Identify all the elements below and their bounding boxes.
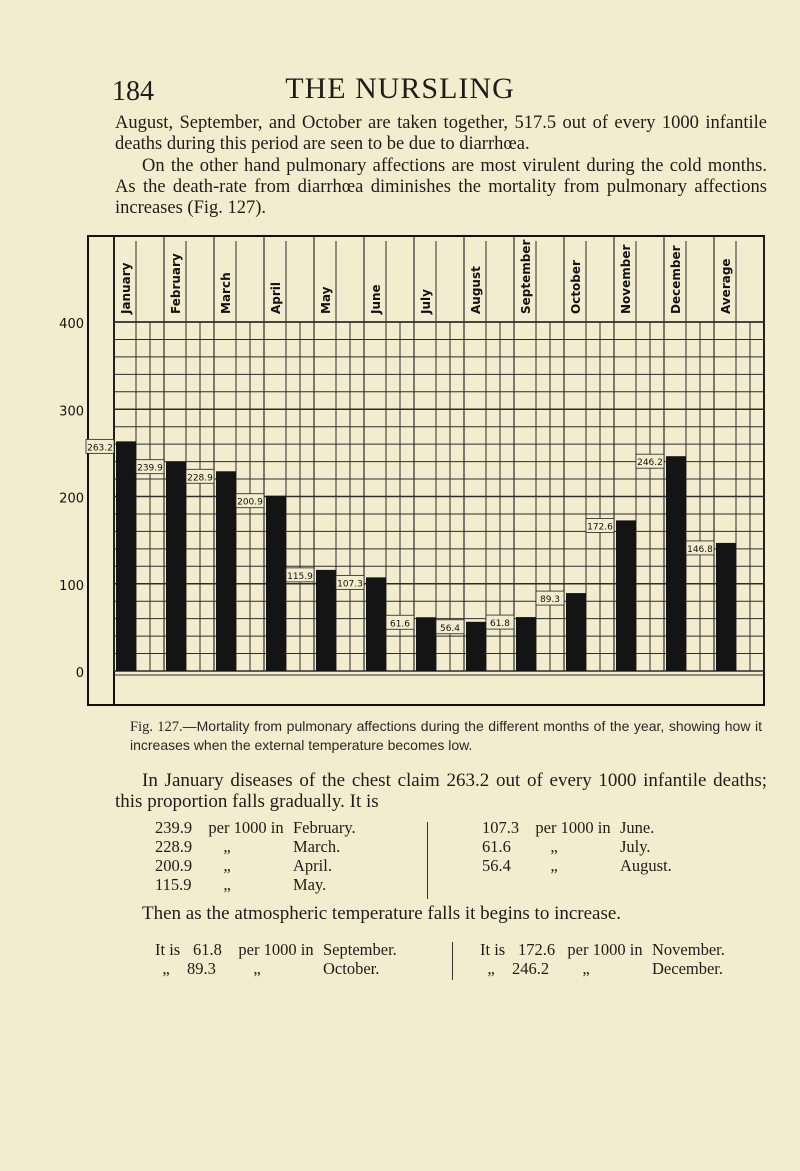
ditto-mark: „ <box>582 959 590 978</box>
rate-value: 107.3 <box>482 818 520 837</box>
table-winter <box>480 940 725 978</box>
page-number: 184 <box>112 76 154 107</box>
table-autumn <box>155 940 397 978</box>
month-header-label: August <box>469 266 483 314</box>
month-header-label: December <box>669 245 683 314</box>
rate-value: 228.9 <box>155 837 193 856</box>
month-header-label: February <box>169 253 183 314</box>
table-row <box>155 875 356 894</box>
month-header-label: March <box>219 272 233 314</box>
figure-caption-text: —Mortality from pulmonary affections during the different months of the year, showing how it increases when the external temperature becomes low. <box>130 718 762 753</box>
table-row <box>155 856 356 875</box>
ditto-mark: „ <box>253 959 261 978</box>
rate-unit: per 1000 in <box>208 818 284 837</box>
rate-value: 200.9 <box>155 856 193 875</box>
bar <box>266 496 286 671</box>
table-row <box>482 856 672 875</box>
month-name: June. <box>620 818 655 837</box>
bar <box>216 471 236 671</box>
month-header-label: October <box>569 260 583 314</box>
value-label: 56.4 <box>439 623 461 634</box>
bar <box>666 456 686 671</box>
bar <box>466 622 486 671</box>
bar <box>116 441 136 671</box>
table-row <box>155 959 397 978</box>
rate-value: 172.6 <box>518 940 556 959</box>
ditto-mark: „ <box>162 959 170 978</box>
month-header-label: November <box>619 244 633 314</box>
table-row <box>155 837 356 856</box>
ditto-mark: „ <box>487 959 495 978</box>
rate-unit: per 1000 in <box>567 940 643 959</box>
y-tick-label: 0 <box>75 666 84 681</box>
bar <box>616 520 636 671</box>
y-tick-label: 200 <box>59 491 84 507</box>
paragraph-temperature: Then as the atmospheric temperature falls it begins to increase. <box>142 903 622 924</box>
month-name: April. <box>293 856 332 875</box>
value-label: 115.9 <box>287 571 313 582</box>
figure-caption <box>130 717 762 754</box>
value-label: 239.9 <box>137 463 163 474</box>
month-header-label: April <box>269 281 283 314</box>
y-tick-label: 300 <box>59 404 84 420</box>
paragraph-january: In January diseases of the chest claim 263.2 out of every 1000 infantile deaths; this proportion falls gradually. It is <box>115 770 767 812</box>
bar <box>716 543 736 671</box>
rate-value: 246.2 <box>512 959 550 978</box>
rate-value: 56.4 <box>482 856 511 875</box>
row-prefix: It is <box>155 940 181 959</box>
month-name: September. <box>323 940 397 959</box>
table-row <box>480 940 725 959</box>
value-label: 61.6 <box>389 619 411 630</box>
month-name: October. <box>323 959 380 978</box>
month-name: May. <box>293 875 327 894</box>
rate-unit: per 1000 in <box>535 818 611 837</box>
month-header-label: Average <box>719 258 733 314</box>
rate-value: 89.3 <box>187 959 216 978</box>
month-header-label: September <box>519 239 533 314</box>
value-label: 246.2 <box>637 458 663 469</box>
value-label: 107.3 <box>337 579 363 590</box>
table-right-months <box>482 818 672 875</box>
month-name: August. <box>620 856 672 875</box>
table-left-months <box>155 818 356 894</box>
table-row <box>155 818 356 837</box>
table-row <box>155 940 397 959</box>
column-divider <box>427 822 428 899</box>
row-prefix: It is <box>480 940 506 959</box>
rate-value: 115.9 <box>155 875 192 894</box>
ditto-mark: „ <box>223 837 231 856</box>
bar <box>566 593 586 671</box>
y-tick-label: 400 <box>59 317 84 332</box>
rate-value: 61.6 <box>482 837 511 856</box>
bar <box>166 462 186 671</box>
rate-value: 61.8 <box>193 940 222 959</box>
ditto-mark: „ <box>550 837 558 856</box>
value-label: 200.9 <box>237 497 263 508</box>
value-label: 89.3 <box>539 595 561 606</box>
bar <box>516 617 536 671</box>
month-name: December. <box>652 959 724 978</box>
running-title: THE NURSLING <box>285 72 515 105</box>
bar <box>316 570 336 671</box>
rate-value: 239.9 <box>155 818 193 837</box>
month-header-label: January <box>119 262 133 314</box>
month-name: February. <box>293 818 356 837</box>
value-label: 228.9 <box>187 473 213 484</box>
ditto-mark: „ <box>223 856 231 875</box>
table-row <box>482 818 672 837</box>
month-header-label: May <box>319 286 333 314</box>
table-row <box>482 837 672 856</box>
month-name: November. <box>652 940 725 959</box>
column-divider <box>452 942 453 980</box>
value-label: 172.6 <box>587 522 613 533</box>
rate-unit: per 1000 in <box>238 940 314 959</box>
ditto-mark: „ <box>223 875 231 894</box>
paragraph-diarrhoea: August, September, and October are taken together, 517.5 out of every 1000 infantile deaths during this period are seen to be due to diarrhœa. <box>115 113 767 154</box>
ditto-mark: „ <box>550 856 558 875</box>
table-row <box>480 959 725 978</box>
bar <box>416 617 436 671</box>
value-label: 146.8 <box>687 544 713 555</box>
y-tick-label: 100 <box>59 578 84 594</box>
month-header-label: July <box>419 289 433 314</box>
value-label: 263.2 <box>87 443 113 454</box>
figure-label: Fig. 127. <box>130 719 183 735</box>
month-header-label: June <box>369 284 383 314</box>
bar <box>366 577 386 671</box>
month-name: March. <box>293 837 341 856</box>
paragraph-pulmonary: On the other hand pulmonary affections are most virulent during the cold months. As the death-rate from diarrhœa diminishes the mortality from pulmonary affections increases (Fig. 127). <box>115 156 767 218</box>
value-label: 61.8 <box>489 619 511 630</box>
month-name: July. <box>620 837 651 856</box>
